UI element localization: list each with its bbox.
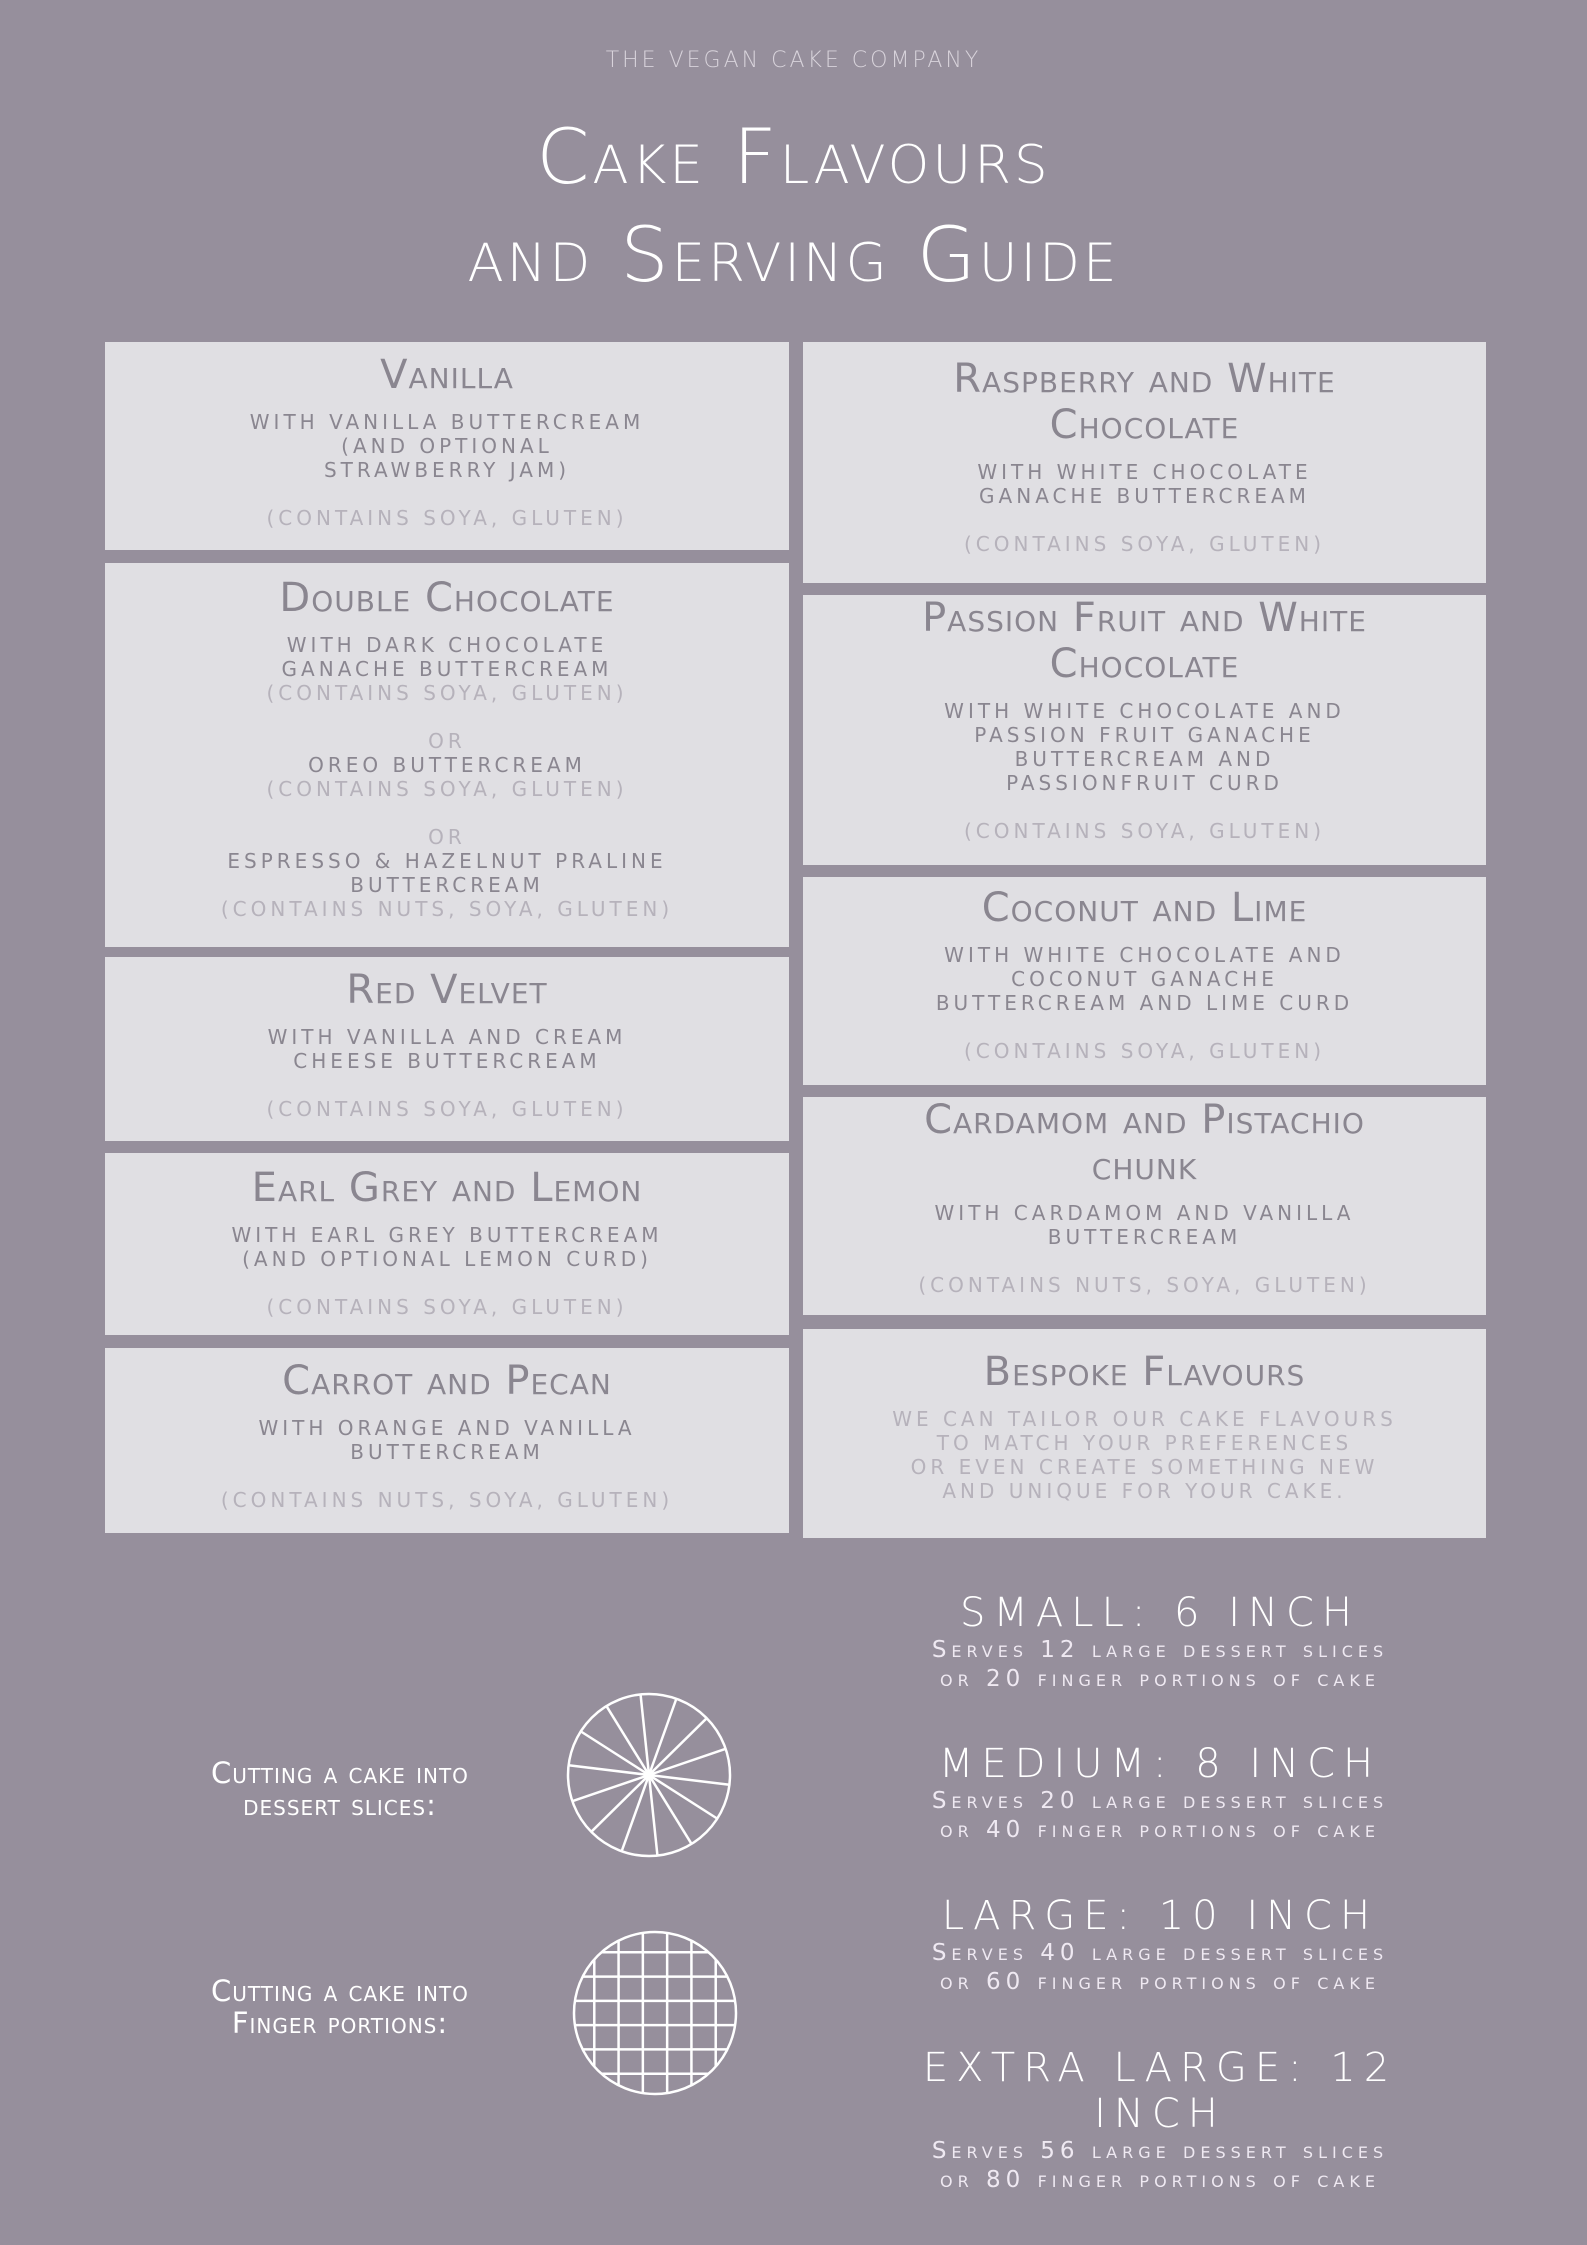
size-small <box>860 1590 1460 1694</box>
finger-portions-label: Cutting a cake into Finger portions: <box>211 1974 469 2040</box>
flavour-option-description: OREO BUTTERCREAM <box>308 753 586 777</box>
size-title: LARGE: 10 INCH <box>941 1893 1379 1939</box>
flavour-name: Cardamom and Pistachio chunk <box>924 1097 1365 1189</box>
size-servings: Serves 12 large dessert slices or 20 finger portions of cake <box>931 1637 1389 1692</box>
allergen-info: (CONTAINS NUTS, SOYA, GLUTEN) <box>918 1273 1371 1297</box>
title-line-1: Cake Flavours <box>536 112 1051 201</box>
flavour-name: Passion Fruit and White Chocolate <box>922 595 1367 687</box>
allergen-info: (CONTAINS SOYA, GLUTEN) <box>266 506 628 530</box>
size-extra-large <box>860 2045 1460 2195</box>
size-title: MEDIUM: 8 INCH <box>938 1741 1382 1787</box>
flavour-card-raspberry-white-chocolate <box>803 342 1486 583</box>
sliced-cake-wheel-icon <box>564 1690 734 1860</box>
allergen-info: (CONTAINS NUTS, SOYA, GLUTEN) <box>220 1488 674 1512</box>
slice-cut-line <box>572 1775 649 1801</box>
slice-cut-line <box>622 1775 649 1851</box>
flavour-card-red-velvet <box>105 957 789 1141</box>
flavour-card-cardamom-pistachio <box>803 1097 1486 1315</box>
flavour-name: Vanilla <box>380 352 514 398</box>
flavour-name: Coconut and Lime <box>981 885 1308 931</box>
flavour-card-coconut-lime <box>803 877 1486 1085</box>
flavour-description: WITH EARL GREY BUTTERCREAM (AND OPTIONAL LEMON CURD) <box>231 1223 663 1271</box>
flavour-name: Earl Grey and Lemon <box>251 1165 643 1211</box>
flavour-option-description: ESPRESSO & HAZELNUT PRALINE BUTTERCREAM <box>227 849 667 897</box>
allergen-info: (CONTAINS SOYA, GLUTEN) <box>266 777 628 801</box>
flavour-name: Raspberry and White Chocolate <box>953 356 1336 448</box>
allergen-info: (CONTAINS SOYA, GLUTEN) <box>963 532 1326 556</box>
allergen-info: (CONTAINS NUTS, SOYA, GLUTEN) <box>220 897 674 921</box>
flavour-description: WITH WHITE CHOCOLATE AND COCONUT GANACHE BUTTERCREAM AND LIME CURD <box>935 943 1354 1015</box>
flavour-card-bespoke <box>803 1329 1486 1538</box>
allergen-info: (CONTAINS SOYA, GLUTEN) <box>963 819 1326 843</box>
flavour-card-carrot-pecan <box>105 1348 789 1533</box>
flavour-card-earl-grey-lemon <box>105 1153 789 1335</box>
allergen-info: (CONTAINS SOYA, GLUTEN) <box>266 1097 628 1121</box>
flavour-description: WITH WHITE CHOCOLATE GANACHE BUTTERCREAM <box>977 460 1312 508</box>
allergen-info: (CONTAINS SOYA, GLUTEN) <box>266 1295 628 1319</box>
flavour-description: WITH ORANGE AND VANILLA BUTTERCREAM <box>258 1416 636 1464</box>
flavour-option-description: WITH DARK CHOCOLATE GANACHE BUTTERCREAM <box>281 633 613 681</box>
size-servings: Serves 40 large dessert slices or 60 finger portions of cake <box>931 1940 1389 1995</box>
slice-cut-line <box>591 1775 649 1832</box>
flavour-name: Double Chocolate <box>279 575 615 621</box>
flavour-description: WITH VANILLA AND CREAM CHEESE BUTTERCREAM <box>267 1025 627 1073</box>
size-title: EXTRA LARGE: 12 INCH <box>922 2045 1398 2137</box>
flavour-card-vanilla <box>105 342 789 550</box>
flavour-card-passion-fruit-white-chocolate <box>803 595 1486 865</box>
company-name: THE VEGAN CAKE COMPANY <box>605 48 982 73</box>
flavour-description: WITH CARDAMOM AND VANILLA BUTTERCREAM <box>934 1201 1355 1249</box>
slice-cut-line <box>649 1718 707 1775</box>
or-separator: OR <box>428 825 466 849</box>
allergen-info: (CONTAINS SOYA, GLUTEN) <box>963 1039 1326 1063</box>
flavour-card-double-chocolate <box>105 563 789 947</box>
flavour-description: WITH VANILLA BUTTERCREAM (AND OPTIONAL STRAWBERRY JAM) <box>249 410 645 482</box>
title-line-2: and Serving Guide <box>467 210 1120 299</box>
slice-cut-line <box>649 1749 726 1775</box>
flavour-name: Red Velvet <box>346 967 548 1013</box>
size-large <box>860 1893 1460 1997</box>
dessert-slices-label: Cutting a cake into dessert slices: <box>211 1756 469 1822</box>
size-servings: Serves 20 large dessert slices or 40 finger portions of cake <box>931 1788 1389 1843</box>
size-title: SMALL: 6 INCH <box>960 1590 1360 1636</box>
slice-cut-line <box>649 1699 676 1775</box>
flavour-description: WITH WHITE CHOCOLATE AND PASSION FRUIT GANACHE BUTTERCREAM AND PASSIONFRUIT CURD <box>944 699 1345 795</box>
flavour-name: Bespoke Flavours <box>983 1349 1306 1395</box>
or-separator: OR <box>428 729 466 753</box>
size-servings: Serves 56 large dessert slices or 80 finger portions of cake <box>931 2138 1389 2193</box>
size-medium <box>860 1741 1460 1845</box>
flavour-name: Carrot and Pecan <box>282 1358 612 1404</box>
bespoke-note: WE CAN TAILOR OUR CAKE FLAVOURS TO MATCH YOUR PREFERENCES OR EVEN CREATE SOMETHING NEW AND UNIQUE FOR YOUR CAKE. <box>892 1407 1397 1503</box>
grid-cut-cake-icon <box>570 1928 740 2098</box>
page-title <box>0 108 1587 304</box>
allergen-info: (CONTAINS SOYA, GLUTEN) <box>266 681 628 705</box>
